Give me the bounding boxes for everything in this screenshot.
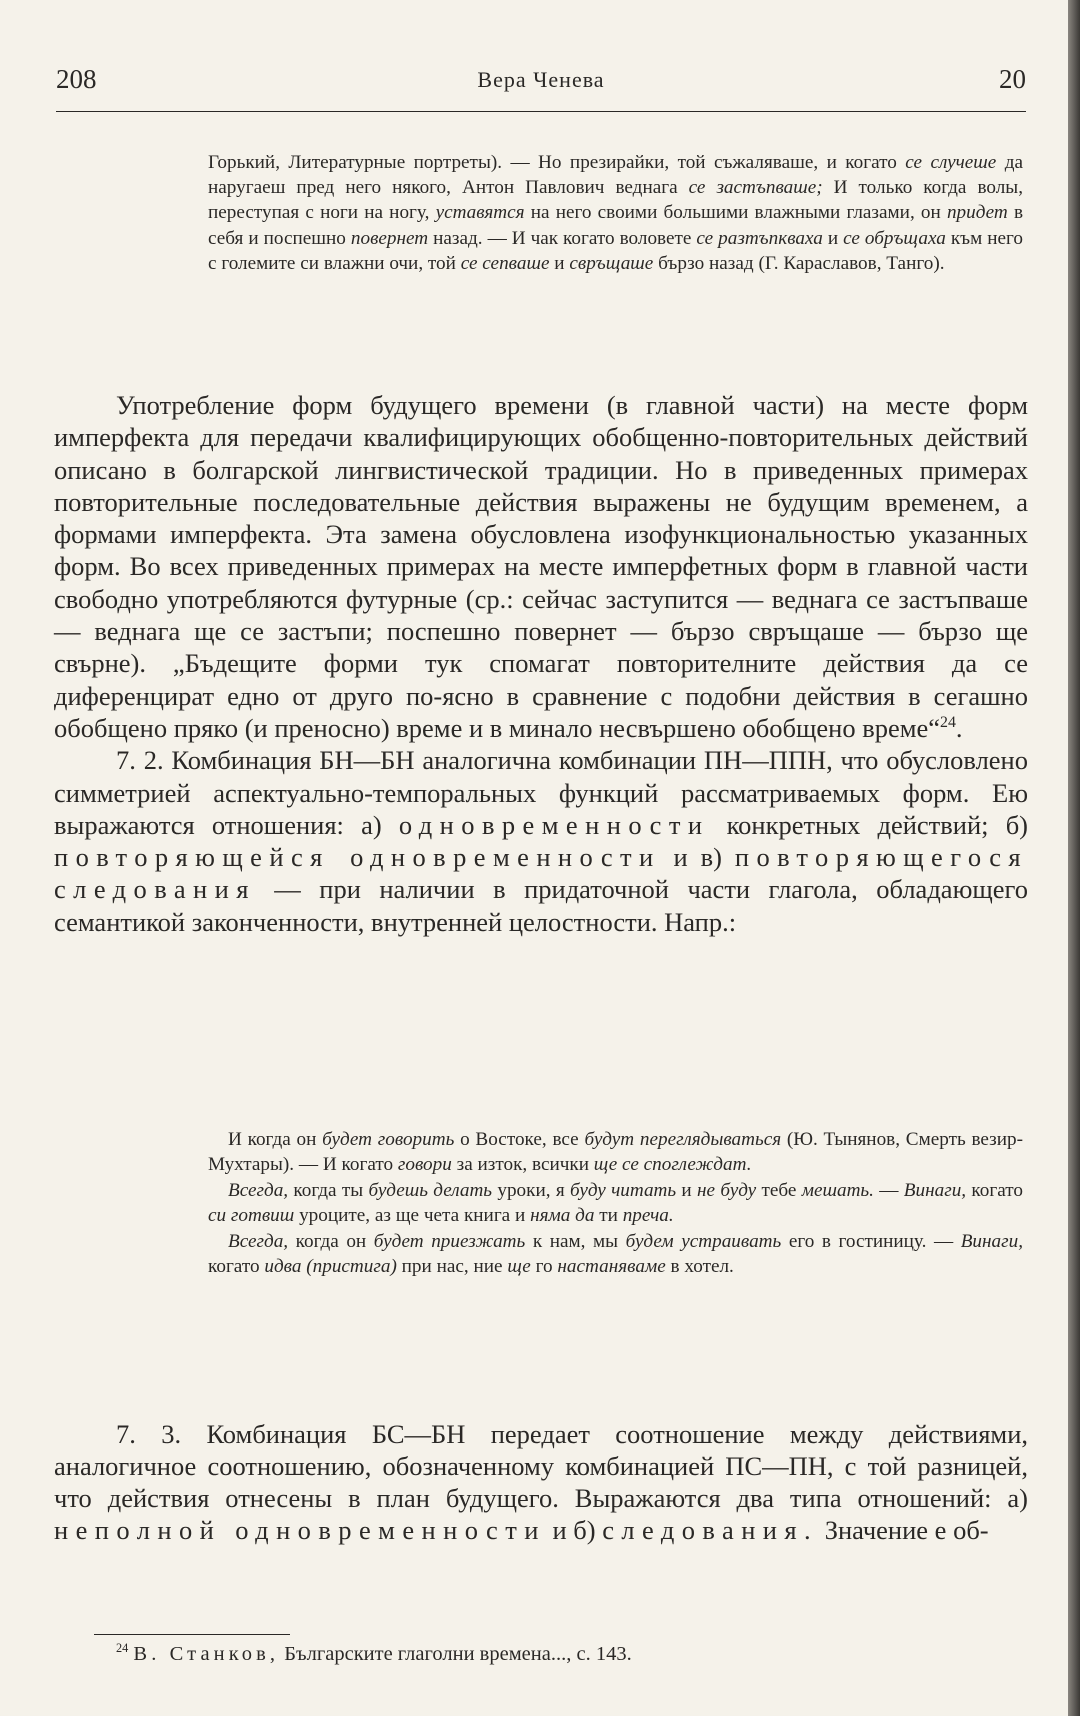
quote-example-paragraph bbox=[208, 1178, 1023, 1229]
italic-example-word: будем устраивать bbox=[625, 1230, 782, 1252]
italic-example-word: будут переглядываться bbox=[584, 1129, 782, 1150]
text-run: И только когда волы, переступая с ноги на ногу, bbox=[208, 177, 1024, 224]
text-run: назад. — И чак когато воловете bbox=[428, 227, 697, 249]
text-run: его в гостиницу. — bbox=[781, 1230, 961, 1252]
text-run: И когда он bbox=[228, 1129, 323, 1150]
body-paragraph bbox=[54, 389, 1028, 744]
italic-example-word: Всегда, bbox=[228, 1230, 289, 1252]
text-run: и в) bbox=[660, 842, 735, 873]
text-run: когато bbox=[208, 1256, 265, 1278]
text-run: уроки, я bbox=[492, 1179, 570, 1201]
italic-example-word: мешать. bbox=[801, 1179, 874, 1201]
spaced-term: неполной одновременности bbox=[54, 1515, 546, 1545]
header-rule bbox=[56, 111, 1026, 112]
italic-example-word: си готвиш bbox=[208, 1205, 295, 1227]
text-run: к нам, мы bbox=[525, 1230, 626, 1252]
italic-example-word: преча. bbox=[622, 1205, 674, 1227]
italic-example-word: буду читать bbox=[569, 1179, 677, 1201]
italic-example-word: се случеше bbox=[905, 152, 997, 173]
text-run: го bbox=[530, 1256, 558, 1278]
running-header bbox=[56, 64, 1026, 104]
italic-example-word: Всегда, bbox=[228, 1179, 289, 1201]
text-run: Значение е об- bbox=[818, 1515, 989, 1545]
text-run: 7. 3. Комбинация БС—БН передает соотношение между действиями, аналогичное соотношению, обозначенному комбинацией ПС—ПН, с той разницей, что действия отнесены в план будущего. Выражаются два типа отношений: а) bbox=[54, 1419, 1028, 1513]
text-run: тебе bbox=[756, 1179, 802, 1201]
footnote-text: Българските глаголни времена..., с. 143. bbox=[279, 1643, 632, 1665]
text-run: 7. 2. Комбинация БН—БН аналогична комбинации ПН—ППН, что обусловлено симметрией аспектуально-темпоральных функций рассматриваемых форм. Ею выражаются отношения: а) bbox=[54, 745, 1028, 840]
quote-block-2 bbox=[208, 1127, 1023, 1279]
italic-example-word: свръщаше bbox=[569, 252, 654, 274]
body-text-2 bbox=[54, 1418, 1028, 1546]
text-run: , и когато bbox=[813, 152, 906, 173]
italic-example-word: Винаги, bbox=[903, 1179, 967, 1201]
footnote-number: 24 bbox=[116, 1641, 129, 1656]
italic-example-word: се обръщаха bbox=[843, 227, 946, 249]
text-run: когато bbox=[966, 1179, 1023, 1201]
text-run: към него с големите си влажни очи, той bbox=[208, 227, 1023, 274]
text-run: за изток, всички bbox=[451, 1154, 594, 1176]
paragraph-end: . bbox=[955, 712, 963, 743]
text-run: на него своими большими влажными глазами, он bbox=[524, 202, 947, 224]
footnote-ref: 24 bbox=[940, 714, 956, 732]
text-run: уроците, аз ще чета книга и bbox=[294, 1205, 531, 1227]
page-edge-shadow bbox=[1068, 0, 1080, 1716]
text-run: когда он bbox=[288, 1230, 374, 1252]
italic-example-word: будешь делать bbox=[368, 1179, 493, 1201]
text-run: когда ты bbox=[288, 1179, 369, 1201]
italic-example-word: говори bbox=[397, 1154, 452, 1176]
text-run: о Востоке, все bbox=[454, 1129, 585, 1150]
text-run: бързо назад (Г. Караславов, Танго). bbox=[653, 252, 945, 274]
text-run: в себя и поспешно bbox=[208, 202, 1024, 249]
text-run: съжаляваше bbox=[713, 152, 814, 173]
italic-example-word: ще bbox=[507, 1256, 531, 1278]
running-title: Вера Ченева bbox=[477, 67, 605, 92]
right-page-number: 20 bbox=[999, 64, 1026, 94]
italic-example-word: Винаги, bbox=[960, 1230, 1023, 1252]
italic-example-word: идва (пристига) bbox=[264, 1256, 397, 1278]
italic-example-word: повернет bbox=[350, 227, 429, 249]
text-run: в хотел. bbox=[665, 1256, 734, 1278]
spaced-term: повторяющейся одновременности bbox=[54, 842, 661, 873]
text-run: и bbox=[676, 1179, 698, 1201]
italic-example-word: се сепваше bbox=[460, 252, 550, 274]
italic-example-word: уставятся bbox=[435, 202, 525, 224]
spaced-term: повторяющегося следования bbox=[54, 842, 1028, 905]
quote-example-paragraph bbox=[208, 1229, 1023, 1280]
text-run: — при наличии в придаточной части глагола, обладающего семантикой законченности, внутренней целостности. Напр.: bbox=[54, 874, 1028, 937]
italic-example-word: се разтъпкваха bbox=[696, 227, 823, 249]
italic-example-word: придет bbox=[946, 202, 1008, 224]
text-run: — bbox=[873, 1179, 904, 1201]
italic-example-word: будет говорить bbox=[322, 1129, 455, 1150]
spaced-term: следования. bbox=[602, 1515, 819, 1545]
text-run: да наругаеш пред него някого, Антон Павлович веднага bbox=[208, 152, 1023, 199]
body-paragraph bbox=[54, 744, 1028, 938]
italic-example-word: няма да bbox=[530, 1205, 595, 1227]
spaced-term: одновременности bbox=[398, 809, 710, 840]
italic-example-word: ще се споглеждат. bbox=[593, 1154, 752, 1176]
body-text-1 bbox=[54, 389, 1028, 938]
paragraph-text: Употребление форм будущего времени (в главной части) на месте форм имперфекта для передачи квалифицирующих обобщенно-повторительных действий описано в болгарской лингвистической традиции. Но в приведенных примерах повторительные последовательные действия выражены не будущим временем, а формами имперфекта. Эта замена обусловлена изофункциональностью указанных форм. Во всех приведенных примерах на месте имперфетных форм в главной части свободно употребляются футурные (ср.: сейчас заступится — веднага се застъпваше — веднага ще се застъпи; поспешно повернет — бързо свръщаше — бързо ще свърне). „Бъдещите форми тук спомагат повторителните действия да се диференцират едно от друго по-ясно в сравнение с подобни действия в сегашно обобщено пряко (и преносно) време и в минало несвършено обобщено време“ bbox=[54, 390, 1028, 743]
body-paragraph bbox=[54, 1418, 1028, 1546]
text-run: и bbox=[549, 252, 570, 274]
text-run: конкретных действий; б) bbox=[709, 809, 1028, 840]
italic-example-word: не буду bbox=[697, 1179, 757, 1201]
quote-block-1 bbox=[208, 150, 1023, 276]
italic-example-word: настаняваме bbox=[557, 1256, 666, 1278]
footnote-author: В. Станков, bbox=[133, 1643, 280, 1665]
italic-example-word: се застъпваше; bbox=[688, 177, 823, 199]
footnote bbox=[116, 1643, 632, 1666]
text-run: (Ю. Тынянов, Смерть везир-Мухтары). — И когато bbox=[208, 1129, 1024, 1176]
text-run: и б) bbox=[545, 1515, 603, 1545]
text-run: при нас, ние bbox=[396, 1256, 508, 1278]
footnote-rule bbox=[94, 1634, 290, 1635]
quote-example-paragraph bbox=[208, 1127, 1023, 1178]
text-run: Горький, Литературные портреты). — Но презирайки, той bbox=[208, 152, 714, 173]
italic-example-word: будет приезжать bbox=[373, 1230, 526, 1252]
text-run: и bbox=[822, 227, 844, 249]
text-run: ти bbox=[594, 1205, 623, 1227]
page-number: 208 bbox=[56, 64, 97, 94]
quote-paragraph bbox=[208, 150, 1023, 276]
